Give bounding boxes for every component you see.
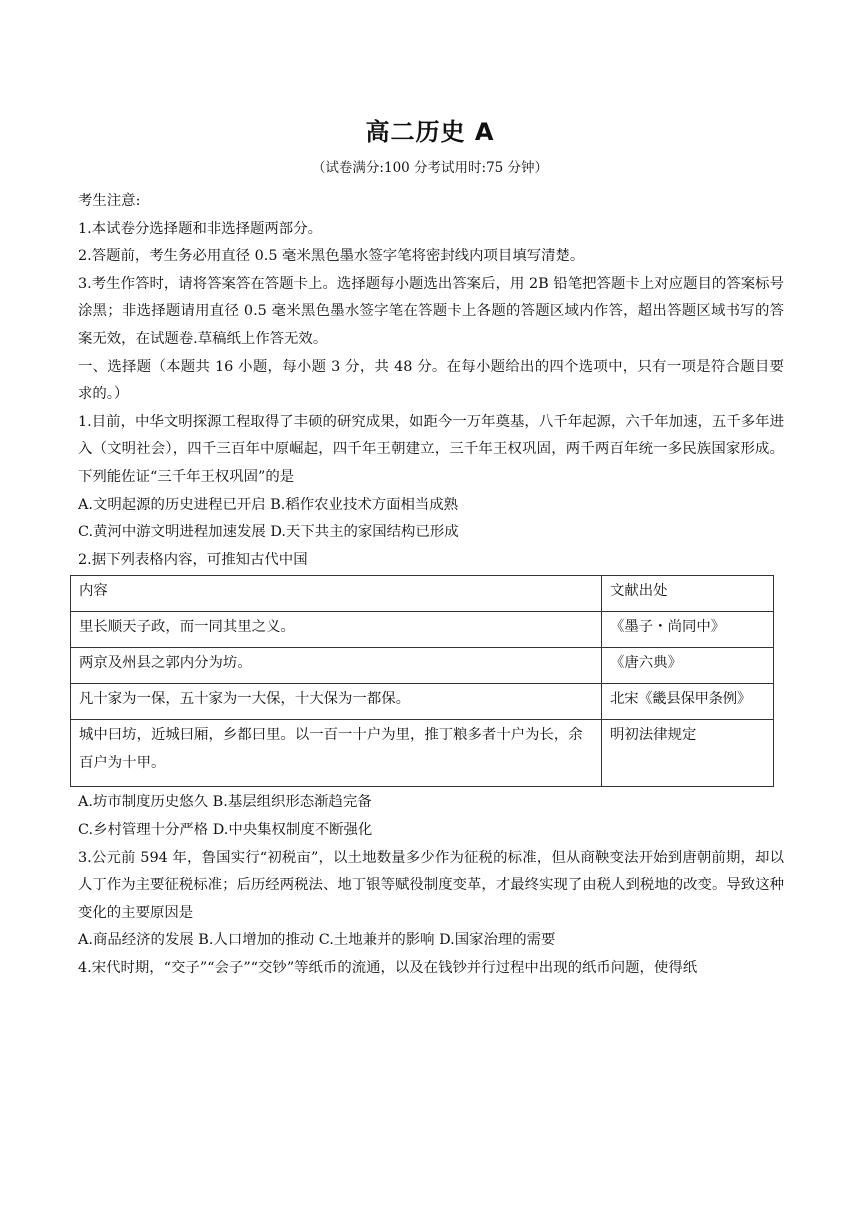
source-table — [70, 575, 774, 787]
question-options: A.文明起源的历史进程已开启 B.稻作农业技术方面相当成熟 — [78, 496, 459, 513]
table-row — [71, 720, 774, 787]
question-stem: 1.目前，中华文明探源工程取得了丰硕的研究成果，如距今一万年奠基，八千年起源，六千年加速，五千多年进入（文明社会），四千三百年中原崛起，四千年王朝建立，三千年王权巩固，两千两百年统一多民族国家形成。下列能佐证“三千年王权巩固”的是 — [78, 413, 784, 485]
question-stem: 2.据下列表格内容，可推知古代中国 — [78, 551, 308, 568]
question-stem: 3.公元前 594 年，鲁国实行“初税亩”，以土地数量多少作为征税的标准，但从商鞅变法开始到唐朝前期，却以人丁作为主要征税标准；后历经两税法、地丁银等赋役制度变革，才最终实现了由税人到税地的改变。导致这种变化的主要原因是 — [78, 849, 784, 921]
table-cell: 《墨子・尚同中》 — [602, 612, 774, 648]
table-cell: 两京及州县之郭内分为坊。 — [71, 648, 602, 684]
table-cell: 明初法律规定 — [602, 720, 774, 787]
table-header-cell: 文献出处 — [602, 576, 774, 612]
question-options: A.商品经济的发展 B.人口增加的推动 C.土地兼并的影响 D.国家治理的需要 — [78, 932, 556, 949]
table-row — [71, 612, 774, 648]
notice-heading: 考生注意: — [78, 193, 141, 209]
table-cell: 凡十家为一保，五十家为一大保，十大保为一都保。 — [71, 684, 602, 720]
section-heading: 一、选择题（本题共 16 小题，每小题 3 分，共 48 分。在每小题给出的四个选项中，只有一项是符合题目要求的。） — [78, 358, 784, 403]
table-header-cell: 内容 — [71, 576, 602, 612]
notice-item: 3.考生作答时，请将答案答在答题卡上。选择题每小题选出答案后，用 2B 铅笔把答题卡上对应题目的答案标号涂黑；非选择题请用直径 0.5 毫米黑色墨水签字笔在答题卡上各题的答题区域内作答，超出答题区域书写的答案无效，在试题卷.草稿纸上作答无效。 — [78, 275, 784, 347]
table-cell: 里长顺天子政，而一同其里之义。 — [71, 612, 602, 648]
page-title: 高二历史 A — [365, 118, 495, 146]
table-cell: 《唐六典》 — [602, 648, 774, 684]
table-row — [71, 684, 774, 720]
question-options: C.乡村管理十分严格 D.中央集权制度不断强化 — [78, 821, 373, 838]
exam-body — [78, 188, 784, 982]
notice-item: 1.本试卷分选择题和非选择题两部分。 — [78, 220, 322, 237]
table-row — [71, 648, 774, 684]
table-cell: 北宋《畿县保甲条例》 — [602, 684, 774, 720]
question-stem: 4.宋代时期，“交子”“会子”“交钞”等纸币的流通，以及在钱钞并行过程中出现的纸币问题，使得纸 — [78, 959, 698, 976]
question-options: A.坊市制度历史悠久 B.基层组织形态渐趋完备 — [78, 794, 372, 811]
notice-item: 2.答题前，考生务必用直径 0.5 毫米黑色墨水签字笔将密封线内项目填写清楚。 — [78, 248, 585, 265]
question-options: C.黄河中游文明进程加速发展 D.天下共主的家国结构已形成 — [78, 524, 459, 541]
table-header-row — [71, 576, 774, 612]
exam-info-subtitle: （试卷满分:100 分考试用时:75 分钟） — [311, 160, 549, 176]
table-cell: 城中曰坊，近城曰厢，乡都曰里。以一百一十户为里，推丁粮多者十户为长，余百户为十甲。 — [71, 720, 602, 787]
